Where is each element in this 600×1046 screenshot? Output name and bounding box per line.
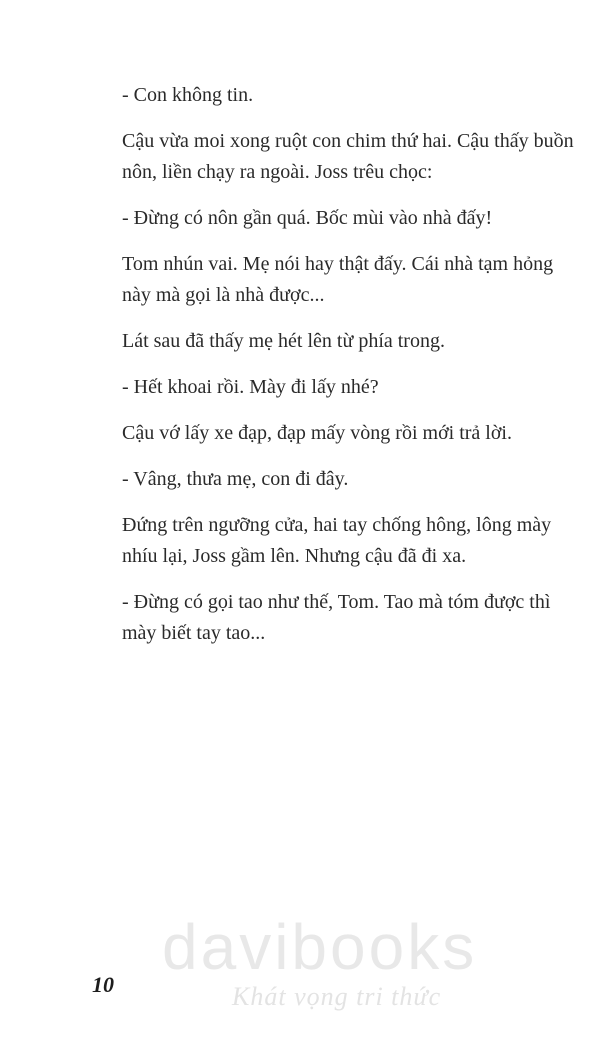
- paragraph: Lát sau đã thấy mẹ hét lên từ phía trong.: [122, 330, 445, 352]
- body-text: [122, 80, 582, 664]
- paragraph: Cậu vừa moi xong ruột con chim thứ hai. Cậu thấy buồn nôn, liền chạy ra ngoài. Joss trêu chọc:: [122, 130, 574, 183]
- paragraph: - Vâng, thưa mẹ, con đi đây.: [122, 468, 349, 490]
- watermark-tagline: Khát vọng tri thức: [232, 982, 442, 1011]
- paragraph: Tom nhún vai. Mẹ nói hay thật đấy. Cái nhà tạm hỏng này mà gọi là nhà được...: [122, 253, 554, 306]
- paragraph: - Đừng có nôn gần quá. Bốc mùi vào nhà đấy!: [122, 207, 493, 229]
- paragraph: - Hết khoai rồi. Mày đi lấy nhé?: [122, 376, 379, 398]
- paragraph: - Con không tin.: [122, 84, 254, 106]
- page-number: 10: [92, 972, 114, 997]
- paragraph: Cậu vớ lấy xe đạp, đạp mấy vòng rồi mới trả lời.: [122, 422, 512, 444]
- watermark-brand: davibooks: [162, 911, 478, 983]
- paragraph: - Đừng có gọi tao như thế, Tom. Tao mà tóm được thì mày biết tay tao...: [122, 591, 551, 644]
- paragraph: Đứng trên ngưỡng cửa, hai tay chống hông, lông mày nhíu lại, Joss gầm lên. Nhưng cậu đã đi xa.: [122, 514, 552, 567]
